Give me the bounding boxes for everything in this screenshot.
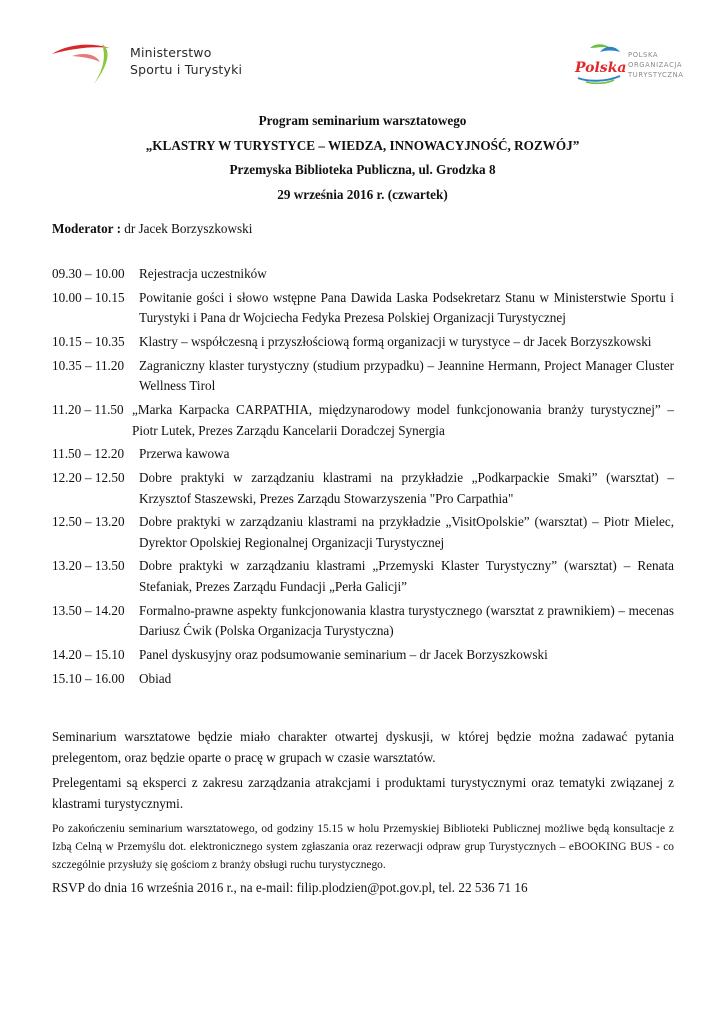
moderator-label: Moderator : xyxy=(52,221,121,236)
ministry-line1: Ministerstwo xyxy=(130,45,212,60)
schedule-row xyxy=(52,601,674,642)
program-title: Program seminarium warsztatowego xyxy=(258,113,467,128)
schedule-description: Formalno-prawne aspekty funkcjonowania klastra turystycznego (warsztat z prawnikiem) – mecenas Dariusz Ćwik (Polska Organizacja Turystyczna) xyxy=(139,602,674,639)
schedule-time: 13.20 – 13.50 xyxy=(52,558,125,574)
schedule-time: 09.30 – 10.00 xyxy=(52,266,125,281)
seminar-title: „KLASTRY W TURYSTYCE – WIEDZA, INNOWACYJNOŚĆ, ROZWÓJ” xyxy=(145,137,580,153)
pot-logo xyxy=(572,42,702,86)
schedule-row xyxy=(52,356,674,397)
schedule-description: Rejestracja uczestników xyxy=(139,266,267,281)
event-date: 29 września 2016 r. (czwartek) xyxy=(277,186,448,202)
schedule-time: 11.20 – 11.50 xyxy=(52,401,124,417)
schedule-time: 12.50 – 13.20 xyxy=(52,514,125,530)
schedule-description: Panel dyskusyjny oraz podsumowanie seminarium – dr Jacek Borzyszkowski xyxy=(139,647,548,663)
svg-text:Polska: Polska xyxy=(575,60,626,76)
schedule-row xyxy=(52,468,674,509)
document-title-block xyxy=(0,109,725,207)
schedule-row xyxy=(52,669,674,690)
speakers-paragraph: Prelegentami są eksperci z zakresu zarządzania atrakcjami i produktami turystycznymi oraz tematyki związanej z klastrami turystycznymi. xyxy=(52,775,674,811)
schedule-time: 14.20 – 15.10 xyxy=(52,647,125,663)
rsvp-paragraph: RSVP do dnia 16 września 2016 r., na e-mail: filip.plodzien@pot.gov.pl, tel. 22 536 71 16 xyxy=(52,880,528,895)
pot-name xyxy=(628,50,684,80)
schedule-description: Dobre praktyki w zarządzaniu klastrami na przykładzie „VisitOpolskie” (warsztat) – Piotr Mielec, Dyrektor Opolskiej Regionalnej Organizacji Turystycznej xyxy=(139,514,674,550)
pot-line2: ORGANIZACJA xyxy=(628,61,683,69)
schedule-row xyxy=(52,645,674,666)
pot-line1: POLSKA xyxy=(628,51,659,59)
schedule-description: Klastry – współczesną i przyszłościową formą organizacji w turystyce – dr Jacek Borzyszkowski xyxy=(139,333,652,349)
moderator-line xyxy=(52,219,252,239)
schedule-description: Powitanie gości i słowo wstępne Pana Dawida Laska Podsekretarz Stanu w Ministerstwie Sportu i Turystyki i Pana dr Wojciecha Fedyka Prezesa Polskiej Organizacji Turystycznej xyxy=(139,289,674,326)
polska-logo-icon xyxy=(572,42,626,86)
schedule-time: 15.10 – 16.00 xyxy=(52,670,125,686)
ministry-name xyxy=(130,44,242,78)
schedule-time: 10.15 – 10.35 xyxy=(52,333,125,349)
schedule-row xyxy=(52,264,674,285)
schedule-description: Dobre praktyki w zarządzaniu klastrami na przykładzie „Podkarpackie Smaki” (warsztat) – Krzysztof Staszewski, Prezes Zarządu Stowarzyszenia "Pro Carpathia" xyxy=(139,469,674,506)
schedule-row xyxy=(52,332,674,353)
seminar-format-paragraph: Seminarium warsztatowe będzie miało charakter otwartej dyskusji, w której będzie można zadawać pytania prelegentom, oraz będzie oparte o pracę w grupach w czasie warsztatów. xyxy=(52,729,674,765)
schedule-time: 12.20 – 12.50 xyxy=(52,469,125,485)
schedule-time: 11.50 – 12.20 xyxy=(52,446,125,462)
schedule-time: 10.35 – 11.20 xyxy=(52,357,125,373)
schedule-row xyxy=(52,512,674,553)
venue: Przemyska Biblioteka Publiczna, ul. Grodzka 8 xyxy=(229,162,496,177)
schedule-time: 10.00 – 10.15 xyxy=(52,289,125,305)
ministry-logo xyxy=(50,38,250,88)
ministry-swoosh-icon xyxy=(50,40,128,88)
schedule-description: „Marka Karpacka CARPATHIA, międzynarodowy model funkcjonowania branży turystycznej” – Piotr Lutek, Prezes Zarządu Kancelarii Doradczej Synergia xyxy=(132,401,674,438)
ministry-line2: Sportu i Turystyki xyxy=(130,62,243,77)
schedule-row xyxy=(52,288,674,329)
moderator-name: dr Jacek Borzyszkowski xyxy=(124,221,253,236)
schedule-row xyxy=(52,400,674,441)
schedule-row xyxy=(52,556,674,597)
schedule-row xyxy=(52,444,674,465)
schedule-description: Zagraniczny klaster turystyczny (studium przypadku) – Jeannine Hermann, Project Manager Cluster Wellness Tirol xyxy=(139,357,674,394)
schedule-time: 13.50 – 14.20 xyxy=(52,602,125,618)
schedule-description: Obiad xyxy=(139,670,172,686)
schedule-list xyxy=(52,264,674,692)
pot-line3: TURYSTYCZNA xyxy=(628,71,684,79)
customs-consultation-paragraph: Po zakończeniu seminarium warsztatowego, od godziny 15.15 w holu Przemyskiej Biblioteki Publicznej możliwe będą konsultacje z Izbą Celną w Przemyślu dot. elektronicznego system zgłaszania oraz rezerwacji odpraw grup Turystycznych – eBOOKING BUS - co szczególnie przysłuży się gościom z branży obsługi ruchu turystycznego. xyxy=(52,823,674,871)
schedule-description: Dobre praktyki w zarządzaniu klastrami „Przemyski Klaster Turystyczny” (warsztat) – Renata Stefaniak, Prezes Zarządu Fundacji „Perła Galicji” xyxy=(139,558,674,595)
schedule-description: Przerwa kawowa xyxy=(139,446,230,462)
